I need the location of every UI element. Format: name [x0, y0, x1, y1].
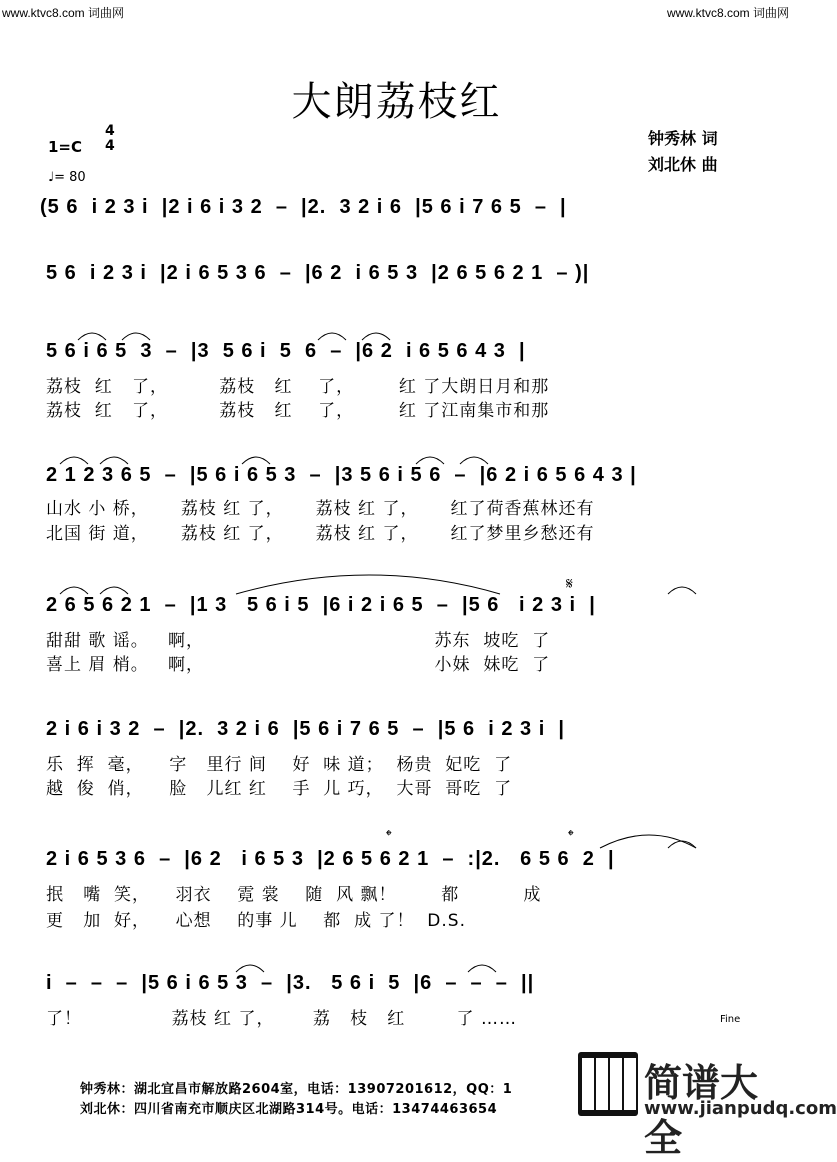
slur	[600, 835, 696, 848]
coda-mark-2: 𝄌	[568, 826, 574, 845]
slur	[416, 457, 444, 464]
quarter-note-icon: ♩	[48, 170, 55, 185]
slur	[236, 575, 500, 594]
lyrics-row-3-verse-1: 荔枝 红 了， 荔枝 红 了， 红 了大朗日月和那	[46, 377, 550, 397]
lyrics-row-6-verse-1: 乐 挥 毫， 字 里行 间 好 味 道； 杨贵 妃吃 了	[46, 755, 513, 775]
lyrics-row-7-verse-1: 抿 嘴 笑， 羽衣 霓 裳 随 风 飘！ 都 成	[46, 885, 542, 905]
lyrics-row-3-verse-2: 荔枝 红 了， 荔枝 红 了， 红 了江南集市和那	[46, 401, 550, 421]
logo-text: 简谱大全	[644, 1061, 759, 1160]
site-logo[interactable]	[578, 1050, 837, 1160]
slur	[60, 457, 88, 464]
score-row-2: 5 6 i 2 3 i |2 i 6 5 3 6 – |6 2 i 6 5 3 |2 6 5 6 2 1 – )|	[46, 262, 590, 284]
slur	[242, 457, 270, 464]
coda-mark-1: 𝄌	[386, 826, 392, 845]
lyrics-row-5-verse-1: 甜甜 歌 谣。 啊， 苏东 坡吃 了	[46, 631, 551, 651]
slur	[460, 457, 488, 464]
watermark-right: www.ktvc8.com 词曲网	[666, 6, 789, 20]
slur	[100, 457, 128, 464]
lyrics-row-8-verse-1: 了！ 荔枝 红 了， 荔 枝 红 了 ……	[46, 1009, 517, 1029]
footer-contact-composer: 刘北休：四川省南充市顺庆区北湖路314号。电话：13474463654	[80, 1102, 498, 1117]
score-row-1: (5 6 i 2 3 i |2 i 6 i 3 2 – |2. 3 2 i 6 |5 6 i 7 6 5 – |	[40, 196, 567, 218]
lyrics-row-7-verse-2: 更 加 好， 心想 的事 儿 都 成 了！ D.S.	[46, 911, 466, 931]
slur	[236, 965, 264, 972]
footer-contact-lyricist: 钟秀林：湖北宜昌市解放路2604室，电话：13907201612，QQ：1	[80, 1082, 513, 1097]
slur	[100, 587, 128, 594]
score-row-6: 2 i 6 i 3 2 – |2. 3 2 i 6 |5 6 i 7 6 5 – |5 6 i 2 3 i |	[46, 718, 565, 740]
key-signature: 1=C	[48, 138, 83, 156]
piano-keys-icon	[578, 1052, 638, 1116]
slur	[78, 333, 106, 340]
slur	[468, 965, 496, 972]
score-row-5: 2 6 5 6 2 1 – |1 3 5 6 i 5 |6 i 2 i 6 5 – |5 6 i 2 3 i |	[46, 594, 596, 616]
slur	[122, 333, 150, 340]
score-row-3: 5 6 i 6 5 3 – |3 5 6 i 5 6 – |6 2 i 6 5 6 4 3 |	[46, 340, 526, 362]
lyrics-row-4-verse-2: 北国 街 道， 荔枝 红 了， 荔枝 红 了， 红了梦里乡愁还有	[46, 524, 595, 544]
tempo-value: = 80	[54, 170, 86, 185]
score-row-4: 2 1 2 3 6 5 – |5 6 i 6 5 3 – |3 5 6 i 5 6 – |6 2 i 6 5 6 4 3 |	[46, 464, 637, 486]
slur	[668, 841, 696, 848]
segno-mark: 𝄋	[566, 574, 573, 593]
time-signature-top: 4	[105, 123, 115, 139]
slur	[60, 587, 88, 594]
lyrics-row-6-verse-2: 越 俊 俏， 脸 儿红 红 手 儿 巧， 大哥 哥吃 了	[46, 779, 513, 799]
fine-mark: Fine	[720, 1014, 741, 1025]
slur	[318, 333, 346, 340]
lyrics-row-4-verse-1: 山水 小 桥， 荔枝 红 了， 荔枝 红 了， 红了荷香蕉林还有	[46, 499, 595, 519]
watermark-left: www.ktvc8.com 词曲网	[2, 6, 125, 20]
score-row-7: 2 i 6 5 3 6 – |6 2 i 6 5 3 |2 6 5 6 2 1 – :|2. 6 5 6 2 |	[46, 848, 615, 870]
song-title: 大朗荔枝红	[291, 79, 502, 125]
time-signature-bottom: 4	[105, 138, 115, 154]
lyricist-credit: 钟秀林 词	[648, 129, 718, 148]
composer-credit: 刘北休 曲	[648, 155, 718, 174]
logo-url: www.jianpudq.com	[644, 1098, 837, 1119]
slur	[362, 333, 390, 340]
score-row-8: i – – – |5 6 i 6 5 3 – |3. 5 6 i 5 |6 – – – ||	[46, 972, 535, 994]
slur	[668, 587, 696, 594]
lyrics-row-5-verse-2: 喜上 眉 梢。 啊， 小妹 妹吃 了	[46, 655, 551, 675]
